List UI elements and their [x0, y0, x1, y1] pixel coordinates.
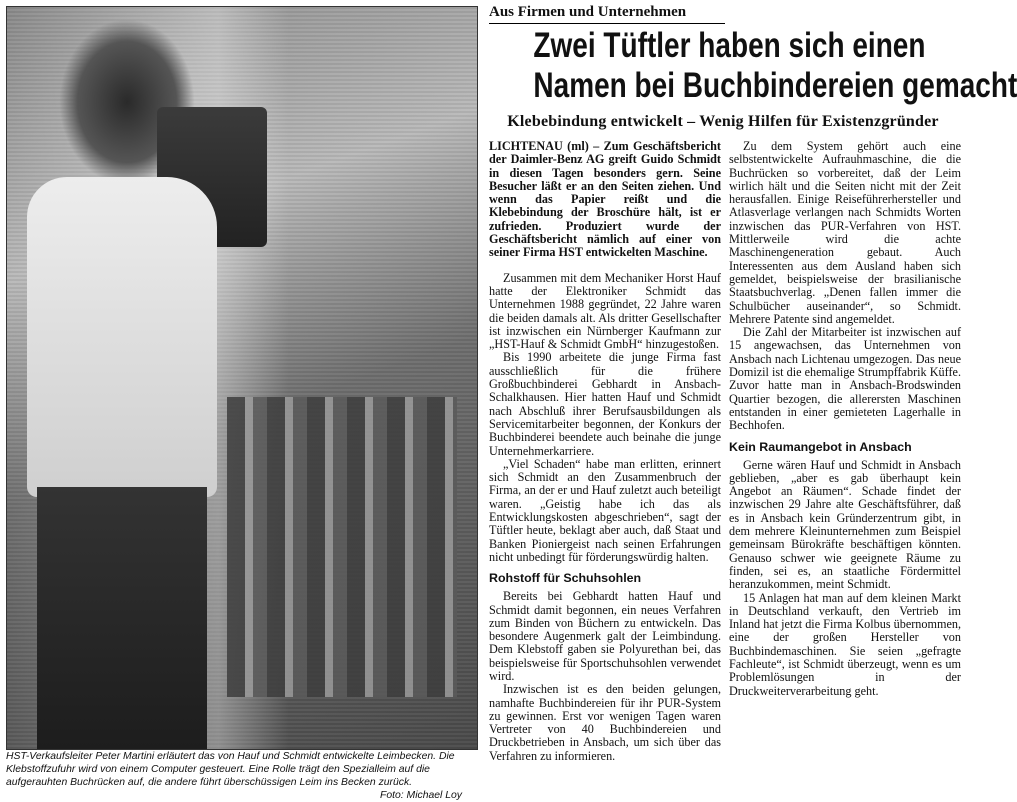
paragraph: Die Zahl der Mitarbeiter ist inzwischen auf 15 angewachsen, das Unternehmen von Ansbach nach Lichtenau umgezogen. Das neue Domizil ist die ehemalige Strumpffabrik Küffe. Zuvor hatte man in Ansbach-Brodswinden Quartier bezogen, die allerersten Maschinen entstanden in einer gemieteten Lagerhalle in Bechhofen. — [729, 325, 961, 433]
photo-credit: Foto: Michael Loy — [379, 790, 462, 801]
photo-caption — [6, 750, 476, 802]
section-heading: Kein Raumangebot in Ansbach — [729, 439, 912, 454]
subheadline: Klebebindung entwickelt – Wenig Hilfen für Existenzgründer — [507, 113, 939, 130]
headline-line-1: Zwei Tüftler haben sich einen — [533, 26, 926, 65]
paragraph: Zu dem System gehört auch eine selbstentwickelte Aufrauhmaschine, die die Buchrücken so vorbereitet, daß der Leim wirlich hält und die Seiten nicht mit der Zeit herausfallen. Einige Reiseführerhersteller und Atlasverlage verlangen nach Schmidts Worten inzwischen das PUR-Verfahren von HST. Mittlerweile wird die achte Maschinengeneration gebaut. Auch Interessenten aus dem Ausland haben sich gemeldet, beispielsweise der brasilianische Staatsbuchverlag. „Denen fallen immer die Schulbücher auseinander“, so Schmidt. Mehrere Patente sind angemeldet. — [729, 139, 961, 326]
lead-paragraph — [489, 140, 721, 260]
paragraph: Inzwischen ist es den beiden gelungen, namhafte Buchbindereien für ihr PUR-System zu gewinnen. Erst vor wenigen Tagen waren Vertreter von 40 Buchbindereien und Druckbetrieben in Ansbach, um sich über das Verfahren zu informieren. — [489, 682, 721, 763]
paragraph: Zusammen mit dem Mechaniker Horst Hauf hatte der Elektroniker Schmidt das Unternehmen 1988 gegründet, 22 Jahre waren die beiden damals alt. Als dritter Gesellschafter ist inzwischen ein Nürnberger Kaufmann zur „HST-Hauf & Schmidt GmbH“ hinzugestoßen. — [489, 270, 721, 352]
headline-line-2: Namen bei Buchbindereien gemacht — [533, 66, 1017, 105]
photo-person-jeans — [37, 487, 207, 749]
headline — [533, 26, 1017, 106]
photo-binding-machine — [227, 397, 457, 697]
section-heading: Rohstoff für Schuhsohlen — [489, 571, 642, 586]
paragraph: Bereits bei Gebhardt hatten Hauf und Schmidt damit begonnen, ein neues Verfahren zum Binden von Büchern zu entwickeln. Das besondere Augenmerk galt der Leimbindung. Dem Klebstoff gaben sie Polyurethan bei, das beispielsweise für Sportschuhsohlen verwendet wird. — [489, 589, 721, 683]
lead-text: Zum Geschäftsbericht der Daimler-Benz AG greift Guido Schmidt in diesen Tagen besonders gern. Seine Besucher läßt er an den Seiten ziehen. Und wenn das Papier reißt und die Klebebindung der Broschüre hält, ist er zufrieden. Produziert wurde der Geschäftsbericht nämlich auf einer von seiner Firma HST entwickelten Maschine. — [489, 139, 721, 260]
paragraph: Gerne wären Hauf und Schmidt in Ansbach geblieben, „aber es gab überhaupt kein Angebot an Räumen“. Schade findet der inzwischen 29 Jahre alte Geschäftsführer, daß es in Ansbach kein Gründerzentrum gibt, in dem mehrere Kleinunternehmen zum Beispiel gemeinsam Bürokräfte beschäftigen könnten. Genauso schwer wie geeignete Räume zu finden, sei es, an staatliche Fördermittel heranzukommen, meint Schmidt. — [729, 457, 961, 592]
article-column-left — [489, 140, 721, 800]
dateline: LICHTENAU (ml) – — [489, 139, 600, 153]
paragraph: Bis 1990 arbeitete die junge Firma fast ausschließlich für die frühere Großbuchbinderei Gebhardt in Ansbach-Schalkhausen. Hier hatten Hauf und Schmidt nach Abschluß ihrer Berufsausbildungen als Servicemitarbeiter begonnen, der Konkurs der Buchbinderei beendete auch beinahe die junge Unternehmerkarriere. — [489, 350, 721, 458]
article-column-right — [729, 140, 961, 800]
paragraph: 15 Anlagen hat man auf dem kleinen Markt in Deutschland verkauft, den Vertrieb im Inland hat jetzt die Firma Kolbus übernommen, eine der großen Hersteller von Buchbindemaschinen. Sie seien „gefragte Fachleute“, ist Schmidt überzeugt, wenn es um Problemlösungen in der Druckweiterverarbeitung geht. — [729, 590, 961, 698]
article-photo — [6, 6, 478, 750]
photo-person-shirt — [27, 177, 217, 497]
photo-caption-text: HST-Verkaufsleiter Peter Martini erläutert das von Hauf und Schmidt entwickelte Leimbecken. Die Klebstoffzufuhr wird von einem Computer gesteuert. Eine Rolle trägt den Spezialleim auf die aufgerauhten Buchrücken auf, die andere führt überschüssigen Leim ins Becken zurück. — [6, 751, 455, 788]
section-rubric: Aus Firmen und Unternehmen — [489, 3, 725, 24]
paragraph: „Viel Schaden“ habe man erlitten, erinnert sich Schmidt an den Zusammenbruch der Firma, an der er und Hauf zuletzt auch beteiligt waren. „Geistig habe ich das als Entwicklungskosten abgeschrieben“, sagt der Tüftler heute, beklagt aber auch, daß Staat und Banken Pioniergeist nach seinen Erfahrungen nicht unbedingt für förderungswürdig halten. — [489, 456, 721, 564]
